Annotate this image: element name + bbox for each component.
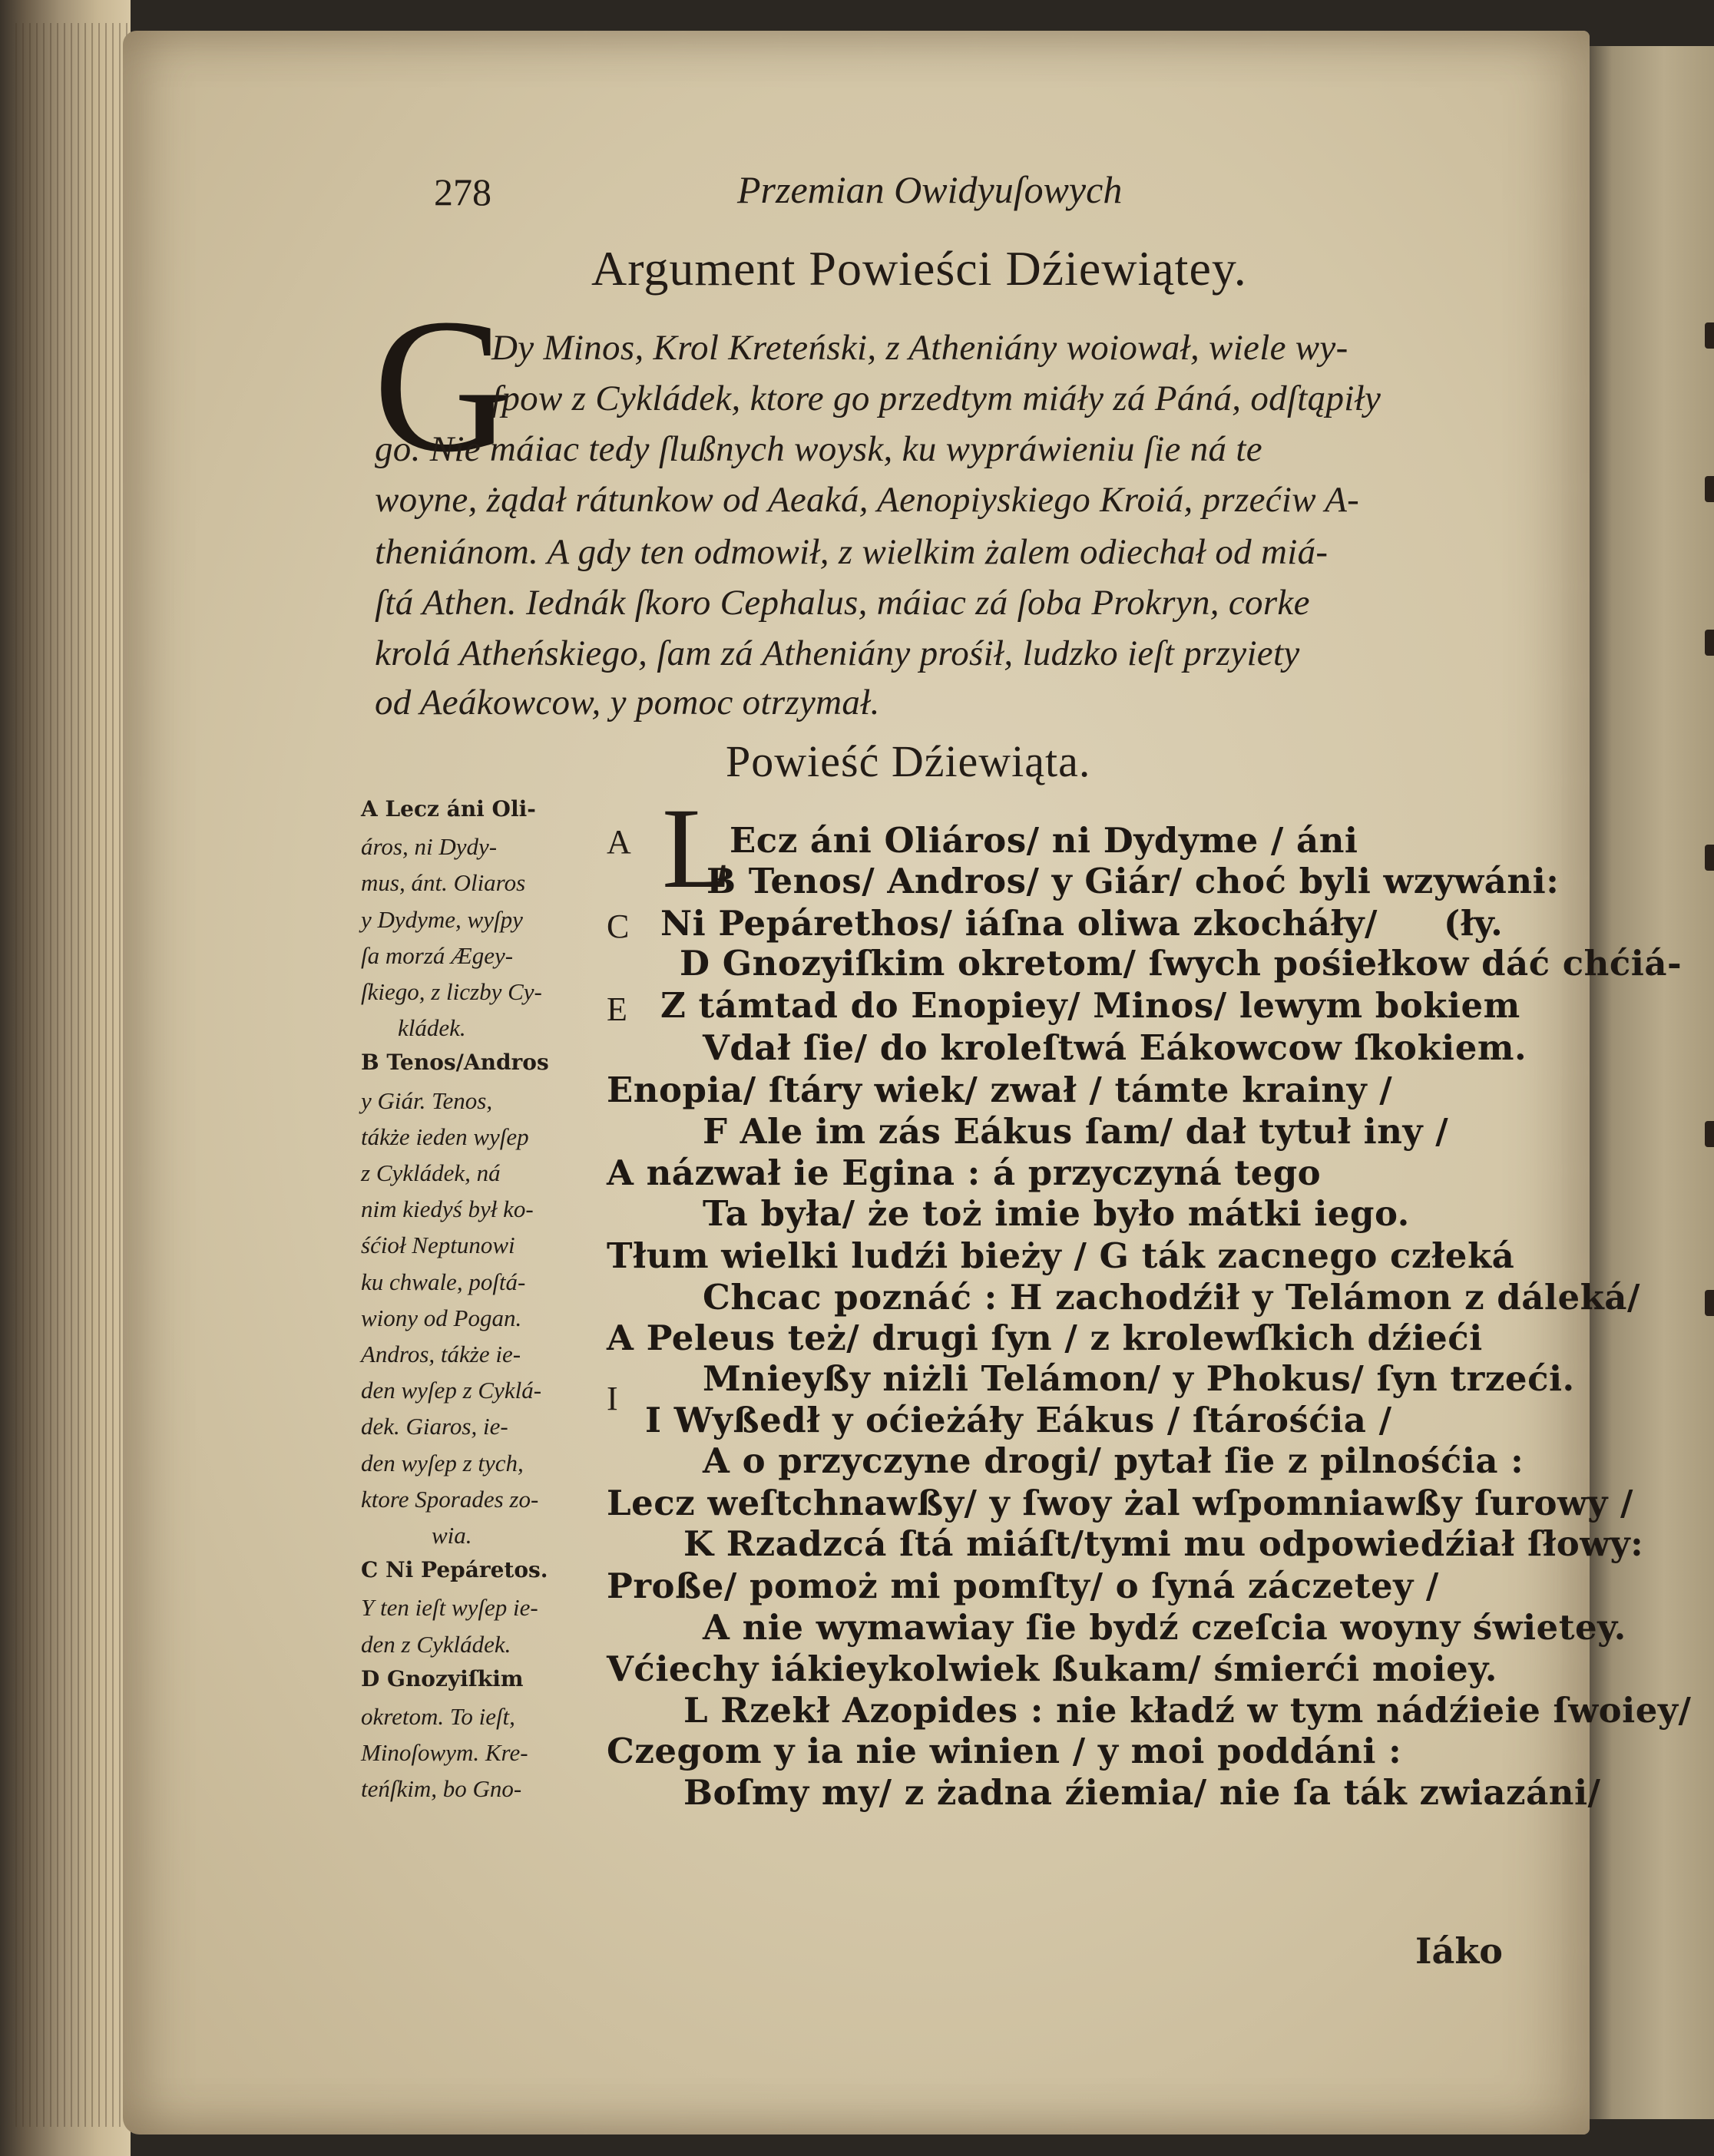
poem-line: L Rzekł Azopides : nie kładź w tym nádźieie ſwoiey/ <box>683 1690 1692 1731</box>
marginal-note-line: śćioł Neptunowi <box>361 1232 515 1259</box>
argument-drop-cap: G <box>373 279 512 492</box>
marginal-note-line: Y ten ieſt wyſep ie- <box>361 1594 538 1622</box>
marginal-note-line: kládek. <box>398 1014 466 1042</box>
poem-line: Vćiechy iákieykolwiek ßukam/ śmierći moiey. <box>607 1648 1497 1689</box>
poem-line: D Gnozyiſkim okretom/ ſwych pośiełkow dáć chćiá- <box>680 943 1683 984</box>
poem-line: Ni Pepárethos/ iáſna oliwa zkocháły/ <box>660 903 1378 944</box>
argument-line: ſtá Athen. Iednák ſkoro Cephalus, máiac zá ſoba Prokryn, corke <box>375 583 1310 623</box>
argument-line: od Aeákowcow, y pomoc otrzymał. <box>375 683 880 723</box>
poem-line: Ta była/ że toż imie było mátki iego. <box>703 1193 1410 1234</box>
marginal-note-line: ku chwale, poſtá- <box>361 1268 526 1295</box>
marginal-note-line: dek. Giaros, ie- <box>361 1413 508 1440</box>
argument-line: woyne, żądał rátunkow od Aeaká, Aenopiyskiego Kroiá, przećiw A- <box>375 480 1360 520</box>
poem-line: Ecz áni Oliáros/ ni Dydyme / áni <box>730 820 1358 861</box>
marginal-note-line: den wyſep z Cyklá- <box>361 1377 542 1404</box>
poem-line: Lecz weſtchnawßy/ y ſwoy żal wſpomniawßy ſurowy / <box>607 1483 1633 1523</box>
marginal-note-line: Andros, tákże ie- <box>361 1341 521 1367</box>
page-number: 278 <box>434 170 491 213</box>
marginal-note-line: áros, ni Dydy- <box>361 833 498 861</box>
argument-line: theniánom. A gdy ten odmowił, z wielkim żalem odiechał od miá- <box>375 532 1329 572</box>
poem-letter: I <box>607 1380 618 1417</box>
marginal-note-line: nim kiedyś był ko- <box>361 1195 534 1223</box>
poem-line: Enopia/ ſtáry wiek/ zwał / támte krainy / <box>607 1070 1393 1110</box>
marginal-note-line: B Tenos/Andros <box>361 1050 549 1076</box>
facing-page-fragment <box>1705 845 1714 871</box>
poem-line: A Peleus też/ drugi ſyn / z krolewſkich dźieći <box>607 1318 1483 1358</box>
page-stack-lines <box>15 23 131 2127</box>
marginal-note-line: Minoſowym. Kre- <box>361 1739 528 1767</box>
poem-line: F Ale im zás Eákus ſam/ dał tytuł iny / <box>703 1111 1449 1152</box>
poem-line: Z támtad do Enopiey/ Minos/ lewym bokiem <box>660 985 1520 1026</box>
poem-line: I Wyßedł y oćieżáły Eákus / ſtárośćia / <box>645 1400 1392 1440</box>
facing-page-fragment <box>1705 322 1714 349</box>
marginal-note-line: ſa morzá Ægey- <box>361 941 514 969</box>
marginal-note-line: teńſkim, bo Gno- <box>361 1775 522 1803</box>
argument-line: ſpow z Cykládek, ktore go przedtym miáły zá Páná, odſtąpiły <box>491 379 1381 418</box>
poem-line: Chcac poznáć : H zachodźił y Telámon z dáleká/ <box>703 1277 1640 1318</box>
poem-line: B Tenos/ Andros/ y Giár/ choć byli wzywáni: <box>706 861 1560 901</box>
poem-letter: E <box>607 990 627 1028</box>
marginal-note-line: mus, ánt. Oliaros <box>361 869 526 897</box>
marginal-note-line: ſkiego, z liczby Cy- <box>361 978 542 1005</box>
marginal-note-line: tákże ieden wyſep <box>361 1123 529 1150</box>
facing-page-fragment <box>1705 476 1714 502</box>
marginal-note-line: wiony od Pogan. <box>361 1304 522 1331</box>
marginal-note-line: y Giár. Tenos, <box>361 1086 493 1114</box>
poem-line: (ły. <box>1444 903 1504 944</box>
poem-line: Vdał ſie/ do kroleſtwá Eákowcow ſkokiem. <box>703 1027 1527 1068</box>
poem-line: Czegom y ia nie winien / y moi poddáni : <box>607 1731 1402 1771</box>
argument-line: go. Nie máiac tedy ſlußnych woysk, ku wypráwieniu ſie ná te <box>375 429 1262 469</box>
poem-line: A nie wymawiay ſie bydź czeſcia woyny świetey. <box>703 1607 1626 1648</box>
poem-line: Mnieyßy niżli Telámon/ y Phokus/ ſyn trzeći. <box>703 1358 1575 1399</box>
marginal-note-line: ktore Sporades zo- <box>361 1485 539 1513</box>
poem-line: Proße/ pomoż mi pomſty/ o ſyná záczetey / <box>607 1566 1439 1606</box>
poem-letter: C <box>607 908 630 945</box>
poem-line: K Rzadzcá ſtá miáſt/tymi mu odpowiedźiał ſłowy: <box>683 1523 1644 1564</box>
poem-line: Boſmy my/ z żadna źiemia/ nie ſa ták zwiazáni/ <box>683 1772 1601 1813</box>
marginal-note-line: D Gnozyiſkim <box>361 1665 524 1691</box>
marginal-note-line: wia. <box>432 1522 472 1549</box>
facing-page-fragment <box>1705 1290 1714 1316</box>
poem-line: Tłum wielki ludźi bieży / G ták zacnego człeká <box>607 1235 1515 1276</box>
marginal-note-line: den z Cykládek. <box>361 1630 511 1658</box>
marginal-note-line: z Cykládek, ná <box>361 1159 501 1186</box>
argument-title: Argument Powieści Dźiewiątey. <box>591 241 1247 296</box>
running-title: Przemian Owidyuſowych <box>737 168 1123 211</box>
catchword: Iáko <box>1415 1930 1503 1972</box>
facing-page-fragment <box>1705 1121 1714 1147</box>
argument-line: Dy Minos, Krol Kreteński, z Atheniány woiował, wiele wy- <box>491 328 1348 368</box>
argument-line: krolá Atheńskiego, ſam zá Atheniány prośił, ludzko ieſt przyiety <box>375 633 1300 673</box>
poem-line: A názwał ie Egina : á przyczyná tego <box>607 1152 1322 1193</box>
marginal-note-line: C Ni Pepáretos. <box>361 1557 548 1583</box>
page-stack-edge <box>0 0 131 2156</box>
marginal-note-line: okretom. To ieſt, <box>361 1703 515 1730</box>
poem-drop-cap: L <box>662 785 733 912</box>
facing-page-edge <box>1590 46 1714 2119</box>
poem-line: A o przyczyne drogi/ pytał ſie z pilnośćia : <box>703 1440 1524 1481</box>
marginal-note-line: y Dydyme, wyſpy <box>361 905 523 933</box>
poem-letter: A <box>607 823 631 861</box>
story-title: Powieść Dźiewiąta. <box>726 736 1091 786</box>
marginal-note-line: den wyſep z tych, <box>361 1449 524 1476</box>
facing-page-fragment <box>1705 630 1714 656</box>
marginal-note-line: A Lecz áni Oli- <box>361 796 536 822</box>
